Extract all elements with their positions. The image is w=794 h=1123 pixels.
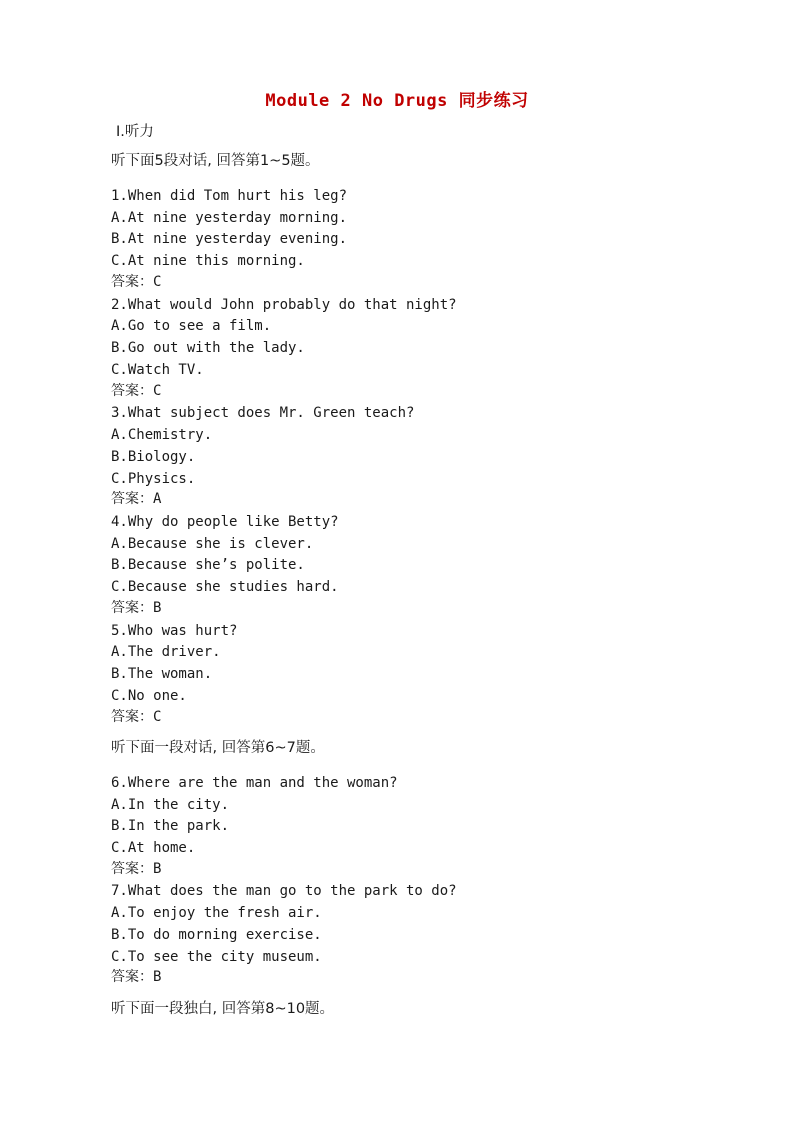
option-1a: A.At nine yesterday morning. [111,210,348,226]
instruction-1: 听下面5段对话, 回答第1~5题。 [111,153,320,169]
question-2: 2.What would John probably do that night? [111,297,457,313]
document-title: Module 2 No Drugs 同步练习 [265,91,529,111]
answer-label: 答案： [111,969,153,985]
answer-1 [111,273,161,291]
question-7: 7.What does the man go to the park to do? [111,883,457,899]
answer-value: B [153,600,162,616]
option-3a: A.Chemistry. [111,427,213,443]
answer-4 [111,599,161,617]
answer-label: 答案： [111,274,153,290]
answer-value: C [153,383,162,399]
question-5: 5.Who was hurt? [111,623,238,639]
answer-label: 答案： [111,709,153,725]
option-6c: C.At home. [111,840,196,856]
option-2c: C.Watch TV. [111,362,204,378]
question-4: 4.Why do people like Betty? [111,514,339,530]
answer-value: B [153,969,162,985]
option-4c: C.Because she studies hard. [111,579,339,595]
section-heading: Ⅰ.听力 [116,124,154,140]
answer-value: C [153,274,162,290]
option-5b: B.The woman. [111,666,213,682]
instruction-2: 听下面一段对话, 回答第6~7题。 [111,740,325,756]
answer-value: C [153,709,162,725]
answer-label: 答案： [111,600,153,616]
option-7a: A.To enjoy the fresh air. [111,905,322,921]
answer-label: 答案： [111,861,153,877]
option-6a: A.In the city. [111,797,230,813]
option-7c: C.To see the city museum. [111,949,322,965]
answer-7 [111,968,161,986]
answer-5 [111,708,161,726]
answer-3 [111,490,161,508]
instruction-3: 听下面一段独白, 回答第8~10题。 [111,1001,335,1017]
option-6b: B.In the park. [111,818,230,834]
option-7b: B.To do morning exercise. [111,927,322,943]
option-4a: A.Because she is clever. [111,536,314,552]
option-3b: B.Biology. [111,449,196,465]
option-1c: C.At nine this morning. [111,253,305,269]
option-1b: B.At nine yesterday evening. [111,231,348,247]
answer-6 [111,860,161,878]
answer-value: A [153,491,162,507]
option-3c: C.Physics. [111,471,196,487]
answer-label: 答案： [111,383,153,399]
option-4b: B.Because she’s polite. [111,557,305,573]
question-3: 3.What subject does Mr. Green teach? [111,405,415,421]
answer-value: B [153,861,162,877]
answer-label: 答案： [111,491,153,507]
option-2a: A.Go to see a film. [111,318,272,334]
question-6: 6.Where are the man and the woman? [111,775,398,791]
option-5c: C.No one. [111,688,187,704]
answer-2 [111,382,161,400]
option-2b: B.Go out with the lady. [111,340,305,356]
question-1: 1.When did Tom hurt his leg? [111,188,348,204]
option-5a: A.The driver. [111,644,221,660]
